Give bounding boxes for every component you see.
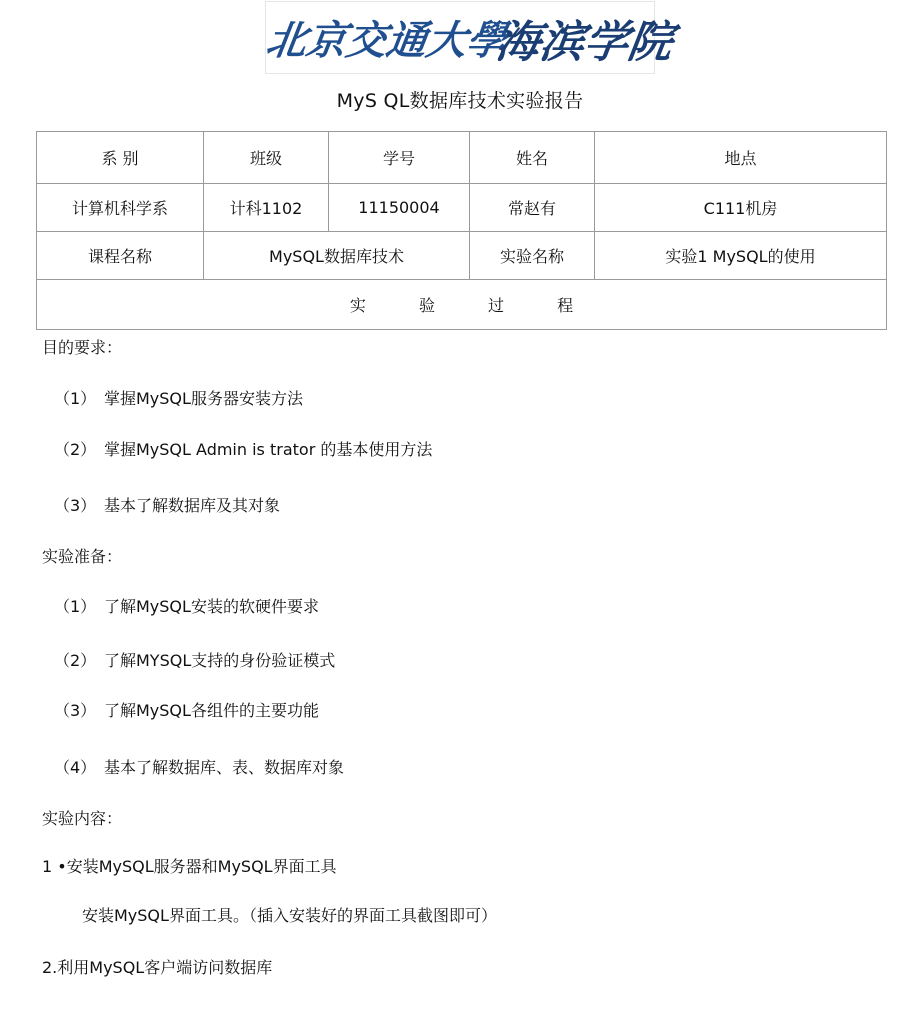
list-item: [54, 594, 319, 617]
list-item: [54, 648, 335, 671]
value-name: 常赵有: [470, 184, 595, 232]
process-char: 验: [418, 296, 435, 315]
report-title: MyS QL数据库技术实验报告: [336, 90, 584, 112]
content-step-1-detail: 安装MySQL界面工具。（插入安装好的界面工具截图即可）: [82, 906, 497, 925]
item-number: （1）: [54, 597, 97, 616]
value-class: 计科1102: [204, 184, 329, 232]
experiment-name-label: 实验名称: [470, 232, 595, 280]
table-values-row: [37, 184, 887, 232]
svg-text:海滨学院: 海滨学院: [492, 16, 676, 68]
item-text: 掌握MySQL Admin is trator 的基本使用方法: [104, 440, 433, 459]
value-department: 计算机科学系: [37, 184, 204, 232]
content-heading: 实验内容：: [42, 809, 123, 828]
value-location: C111机房: [595, 184, 887, 232]
header-class: 班级: [204, 132, 329, 184]
student-info-table: [36, 131, 887, 330]
item-text: 基本了解数据库及其对象: [104, 496, 281, 515]
list-item: [54, 386, 303, 409]
list-item: [54, 755, 344, 778]
experiment-process-heading: [37, 280, 887, 330]
table-process-row: [37, 280, 887, 330]
content-step-1: 1 •安装MySQL服务器和MySQL界面工具: [42, 857, 337, 876]
process-char: 过: [488, 296, 505, 315]
value-student-id: 11150004: [329, 184, 470, 232]
course-name-value: MySQL数据库技术: [204, 232, 470, 280]
preparation-heading: 实验准备：: [42, 547, 123, 566]
experiment-name-value: 实验1 MySQL的使用: [595, 232, 887, 280]
item-number: （2）: [54, 651, 97, 670]
school-logo-calligraphy: [263, 2, 676, 73]
process-char: 程: [557, 296, 574, 315]
list-item: [54, 698, 319, 721]
header-student-id: 学号: [329, 132, 470, 184]
svg-text:北京交通大學: 北京交通大學: [263, 17, 510, 64]
header-name: 姓名: [470, 132, 595, 184]
item-number: （2）: [54, 440, 97, 459]
course-name-label: 课程名称: [37, 232, 204, 280]
process-char: 实: [349, 296, 366, 315]
item-number: （1）: [54, 389, 97, 408]
table-header-row: [37, 132, 887, 184]
school-logo: [263, 1, 676, 74]
item-number: （3）: [54, 496, 97, 515]
item-text: 了解MySQL安装的软硬件要求: [104, 597, 319, 616]
header-department: 系 别: [37, 132, 204, 184]
item-number: （3）: [54, 701, 97, 720]
objectives-heading: 目的要求：: [42, 338, 123, 357]
item-text: 了解MYSQL支持的身份验证模式: [104, 651, 336, 670]
content-step-2: 2.利用MySQL客户端访问数据库: [42, 958, 273, 977]
item-number: （4）: [54, 758, 97, 777]
list-item: [54, 493, 280, 516]
item-text: 基本了解数据库、表、数据库对象: [104, 758, 345, 777]
item-text: 了解MySQL各组件的主要功能: [104, 701, 319, 720]
header-location: 地点: [595, 132, 887, 184]
table-course-row: [37, 232, 887, 280]
list-item: [54, 437, 432, 460]
item-text: 掌握MySQL服务器安装方法: [104, 389, 303, 408]
